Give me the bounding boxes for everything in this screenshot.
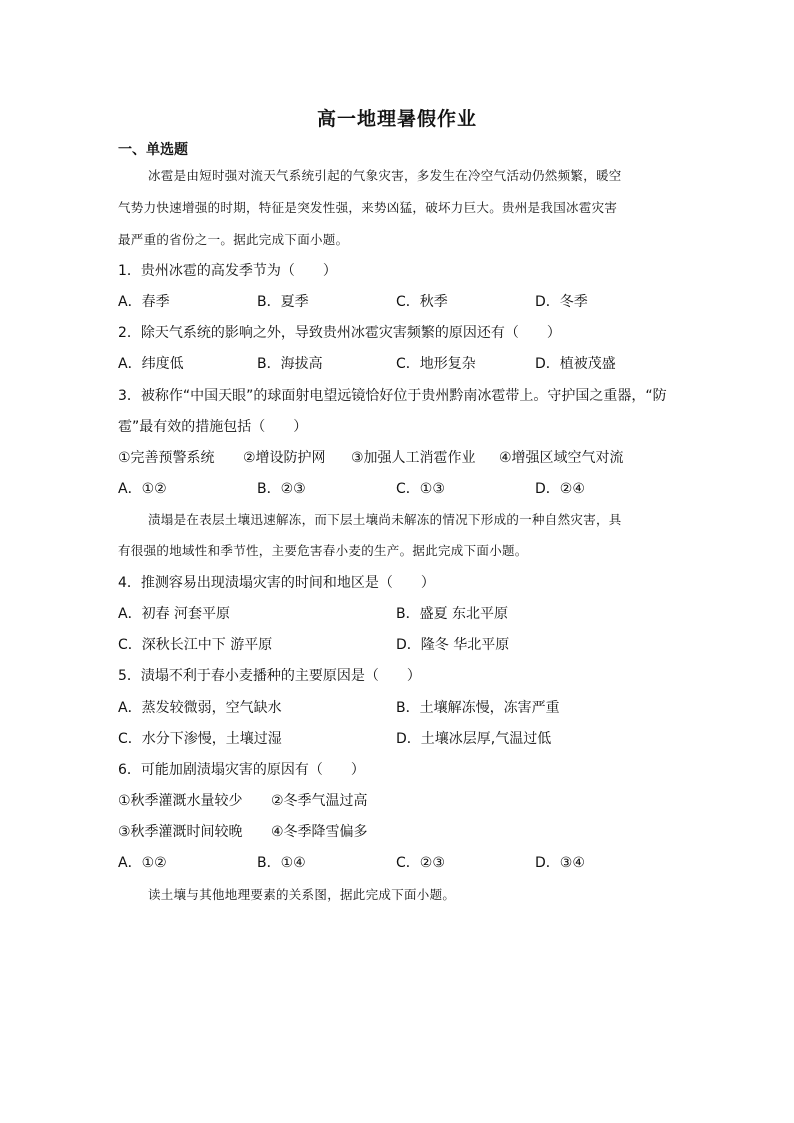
q4-option-b: B．盛夏 东北平原 [396, 606, 509, 622]
q4-stem: 4．推测容易出现渍塌灾害的时间和地区是（ ） [118, 575, 435, 591]
passage2-line1: 渍塌是在表层土壤迅速解冻，而下层土壤尚未解冻的情况下形成的一种自然灾害，具 [148, 512, 622, 527]
q4-option-a: A．初春 河套平原 [118, 606, 231, 622]
q3-item-1: ①完善预警系统 [118, 450, 215, 466]
q6-item-4: ④冬季降雪偏多 [271, 824, 368, 840]
q2-option-a: A．纬度低 [118, 356, 184, 372]
q1-stem: 1．贵州冰雹的高发季节为（ ） [118, 263, 337, 279]
q3-option-a: A．①② [118, 481, 167, 497]
q6-item-3: ③秋季灌溉时间较晚 [118, 824, 243, 840]
q2-stem: 2．除天气系统的影响之外，导致贵州冰雹灾害频繁的原因还有（ ） [118, 325, 561, 341]
q3-item-4: ④增强区域空气对流 [499, 450, 624, 466]
passage1-line1: 冰雹是由短时强对流天气系统引起的气象灾害，多发生在冷空气活动仍然频繁，暖空 [148, 168, 622, 183]
q5-option-a: A．蒸发较微弱，空气缺水 [118, 700, 282, 716]
q6-option-b: B．①④ [257, 855, 306, 871]
q3-item-3: ③加强人工消雹作业 [351, 450, 476, 466]
q5-stem: 5．渍塌不利于春小麦播种的主要原因是（ ） [118, 668, 421, 684]
passage1-line2: 气势力快速增强的时期，特征是突发性强，来势凶猛，破坏力巨大。贵州是我国冰雹灾害 [118, 200, 618, 215]
q6-option-a: A．①② [118, 855, 167, 871]
q5-option-d: D．土壤冰层厚,气温过低 [396, 731, 552, 747]
page-title: 高一地理暑假作业 [316, 108, 477, 130]
q1-option-b: B．夏季 [257, 294, 309, 310]
q1-option-c: C．秋季 [396, 294, 448, 310]
section-heading: 一、单选题 [118, 142, 188, 158]
q3-option-c: C．①③ [396, 481, 445, 497]
q3-option-d: D．②④ [535, 481, 585, 497]
q4-option-c: C．深秋长江中下 游平原 [118, 637, 273, 653]
passage1-line3: 最严重的省份之一。据此完成下面小题。 [118, 232, 349, 247]
q2-option-d: D．植被茂盛 [535, 356, 616, 372]
q4-option-d: D．隆冬 华北平原 [396, 637, 510, 653]
q3-option-b: B．②③ [257, 481, 306, 497]
q6-option-d: D．③④ [535, 855, 585, 871]
q3-item-2: ②增设防护网 [243, 450, 326, 466]
q6-stem: 6．可能加剧渍塌灾害的原因有（ ） [118, 762, 365, 778]
q1-option-a: A．春季 [118, 294, 170, 310]
q6-item-1: ①秋季灌溉水量较少 [118, 793, 243, 809]
q2-option-b: B．海拔高 [257, 356, 323, 372]
q2-option-c: C．地形复杂 [396, 356, 476, 372]
passage3: 读土壤与其他地理要素的关系图，据此完成下面小题。 [148, 887, 456, 902]
q6-option-c: C．②③ [396, 855, 445, 871]
q1-option-d: D．冬季 [535, 294, 588, 310]
q5-option-c: C．水分下渗慢，土壤过湿 [118, 731, 282, 747]
q3-stem-line2: 雹”最有效的措施包括（ ） [118, 419, 308, 435]
passage2-line2: 有很强的地域性和季节性，主要危害春小麦的生产。据此完成下面小题。 [118, 543, 528, 558]
q3-stem-line1: 3．被称作“中国天眼”的球面射电望远镜恰好位于贵州黔南冰雹带上。守护国之重器，“防 [118, 388, 667, 404]
q5-option-b: B．土壤解冻慢，冻害严重 [396, 700, 560, 716]
q6-item-2: ②冬季气温过高 [271, 793, 368, 809]
